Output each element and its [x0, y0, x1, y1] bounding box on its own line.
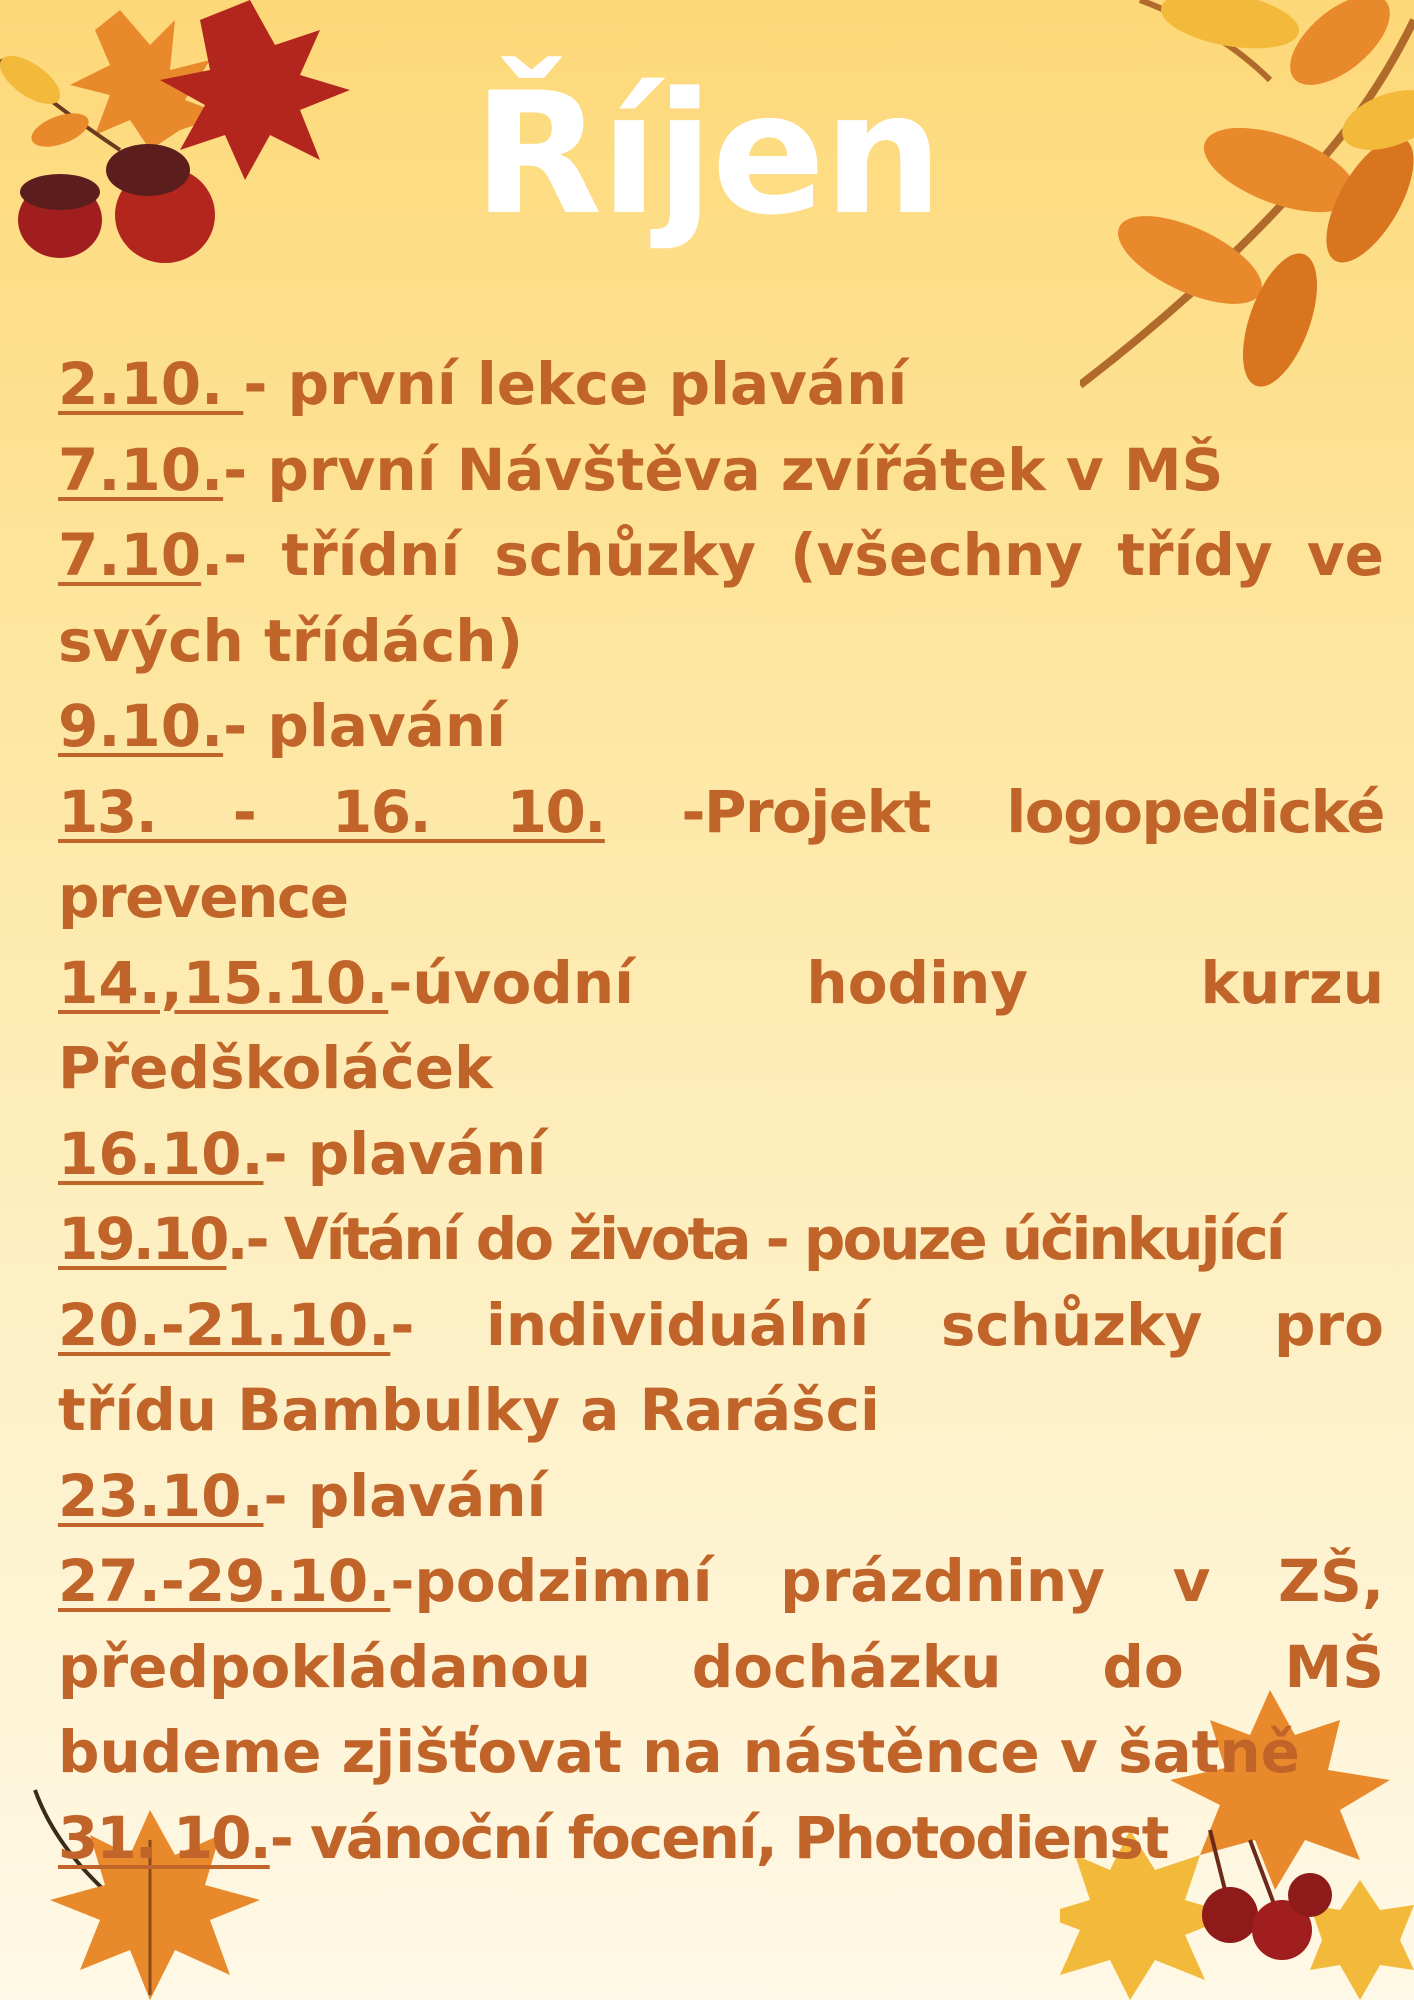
event-text: - individuální schůzky pro třídu Bambulky a Rarášci [58, 1290, 1384, 1444]
event-date: 9.10. [58, 692, 224, 760]
event-row [58, 1197, 1384, 1283]
event-text: - plavání [263, 1119, 547, 1188]
event-text: -podzimní prázdniny v ZŠ, předpokládanou docházku do MŠ budeme zjišťovat na nástěnce v šatně [58, 1547, 1384, 1786]
event-row [58, 1796, 1384, 1882]
event-text: -Projekt logopedické prevence [58, 777, 1385, 931]
event-row [58, 1112, 1384, 1198]
event-date: 19.10 [58, 1205, 227, 1273]
event-date: 14.,15.10. [58, 948, 389, 1017]
event-row [58, 1454, 1384, 1540]
event-date: 13. - 16. 10. [58, 777, 605, 846]
event-text: - první Návštěva zvířátek v MŠ [223, 435, 1224, 504]
event-row [58, 684, 1384, 770]
event-text: .- Vítání do života - pouze účinkující [226, 1205, 1283, 1273]
event-date: 20.-21.10. [58, 1290, 391, 1359]
event-date: 2.10. [58, 350, 244, 418]
event-row [58, 770, 1384, 941]
page-title: Říjen [472, 56, 942, 252]
event-date: 23.10. [58, 1461, 264, 1530]
event-row [58, 513, 1384, 684]
event-row [58, 342, 1384, 428]
event-text: - plavání [263, 1461, 547, 1530]
event-date: 27.-29.10. [58, 1547, 391, 1615]
event-text: -úvodní hodiny kurzu Předškoláček [58, 948, 1384, 1102]
event-row [58, 1539, 1384, 1796]
event-list [58, 342, 1384, 1881]
event-row [58, 1283, 1384, 1454]
event-date: 7.10 [58, 521, 202, 589]
event-date: 7.10. [58, 435, 224, 504]
event-text: - první lekce plavání [243, 350, 908, 418]
event-text: - plavání [223, 692, 507, 760]
event-row [58, 428, 1384, 514]
event-date: 31. 10. [58, 1803, 270, 1872]
event-text: .- třídní schůzky (všechny třídy ve svých třídách) [58, 521, 1384, 675]
event-row [58, 941, 1384, 1112]
event-date: 16.10. [58, 1119, 264, 1188]
event-text: - vánoční focení, Photodienst [269, 1803, 1168, 1872]
